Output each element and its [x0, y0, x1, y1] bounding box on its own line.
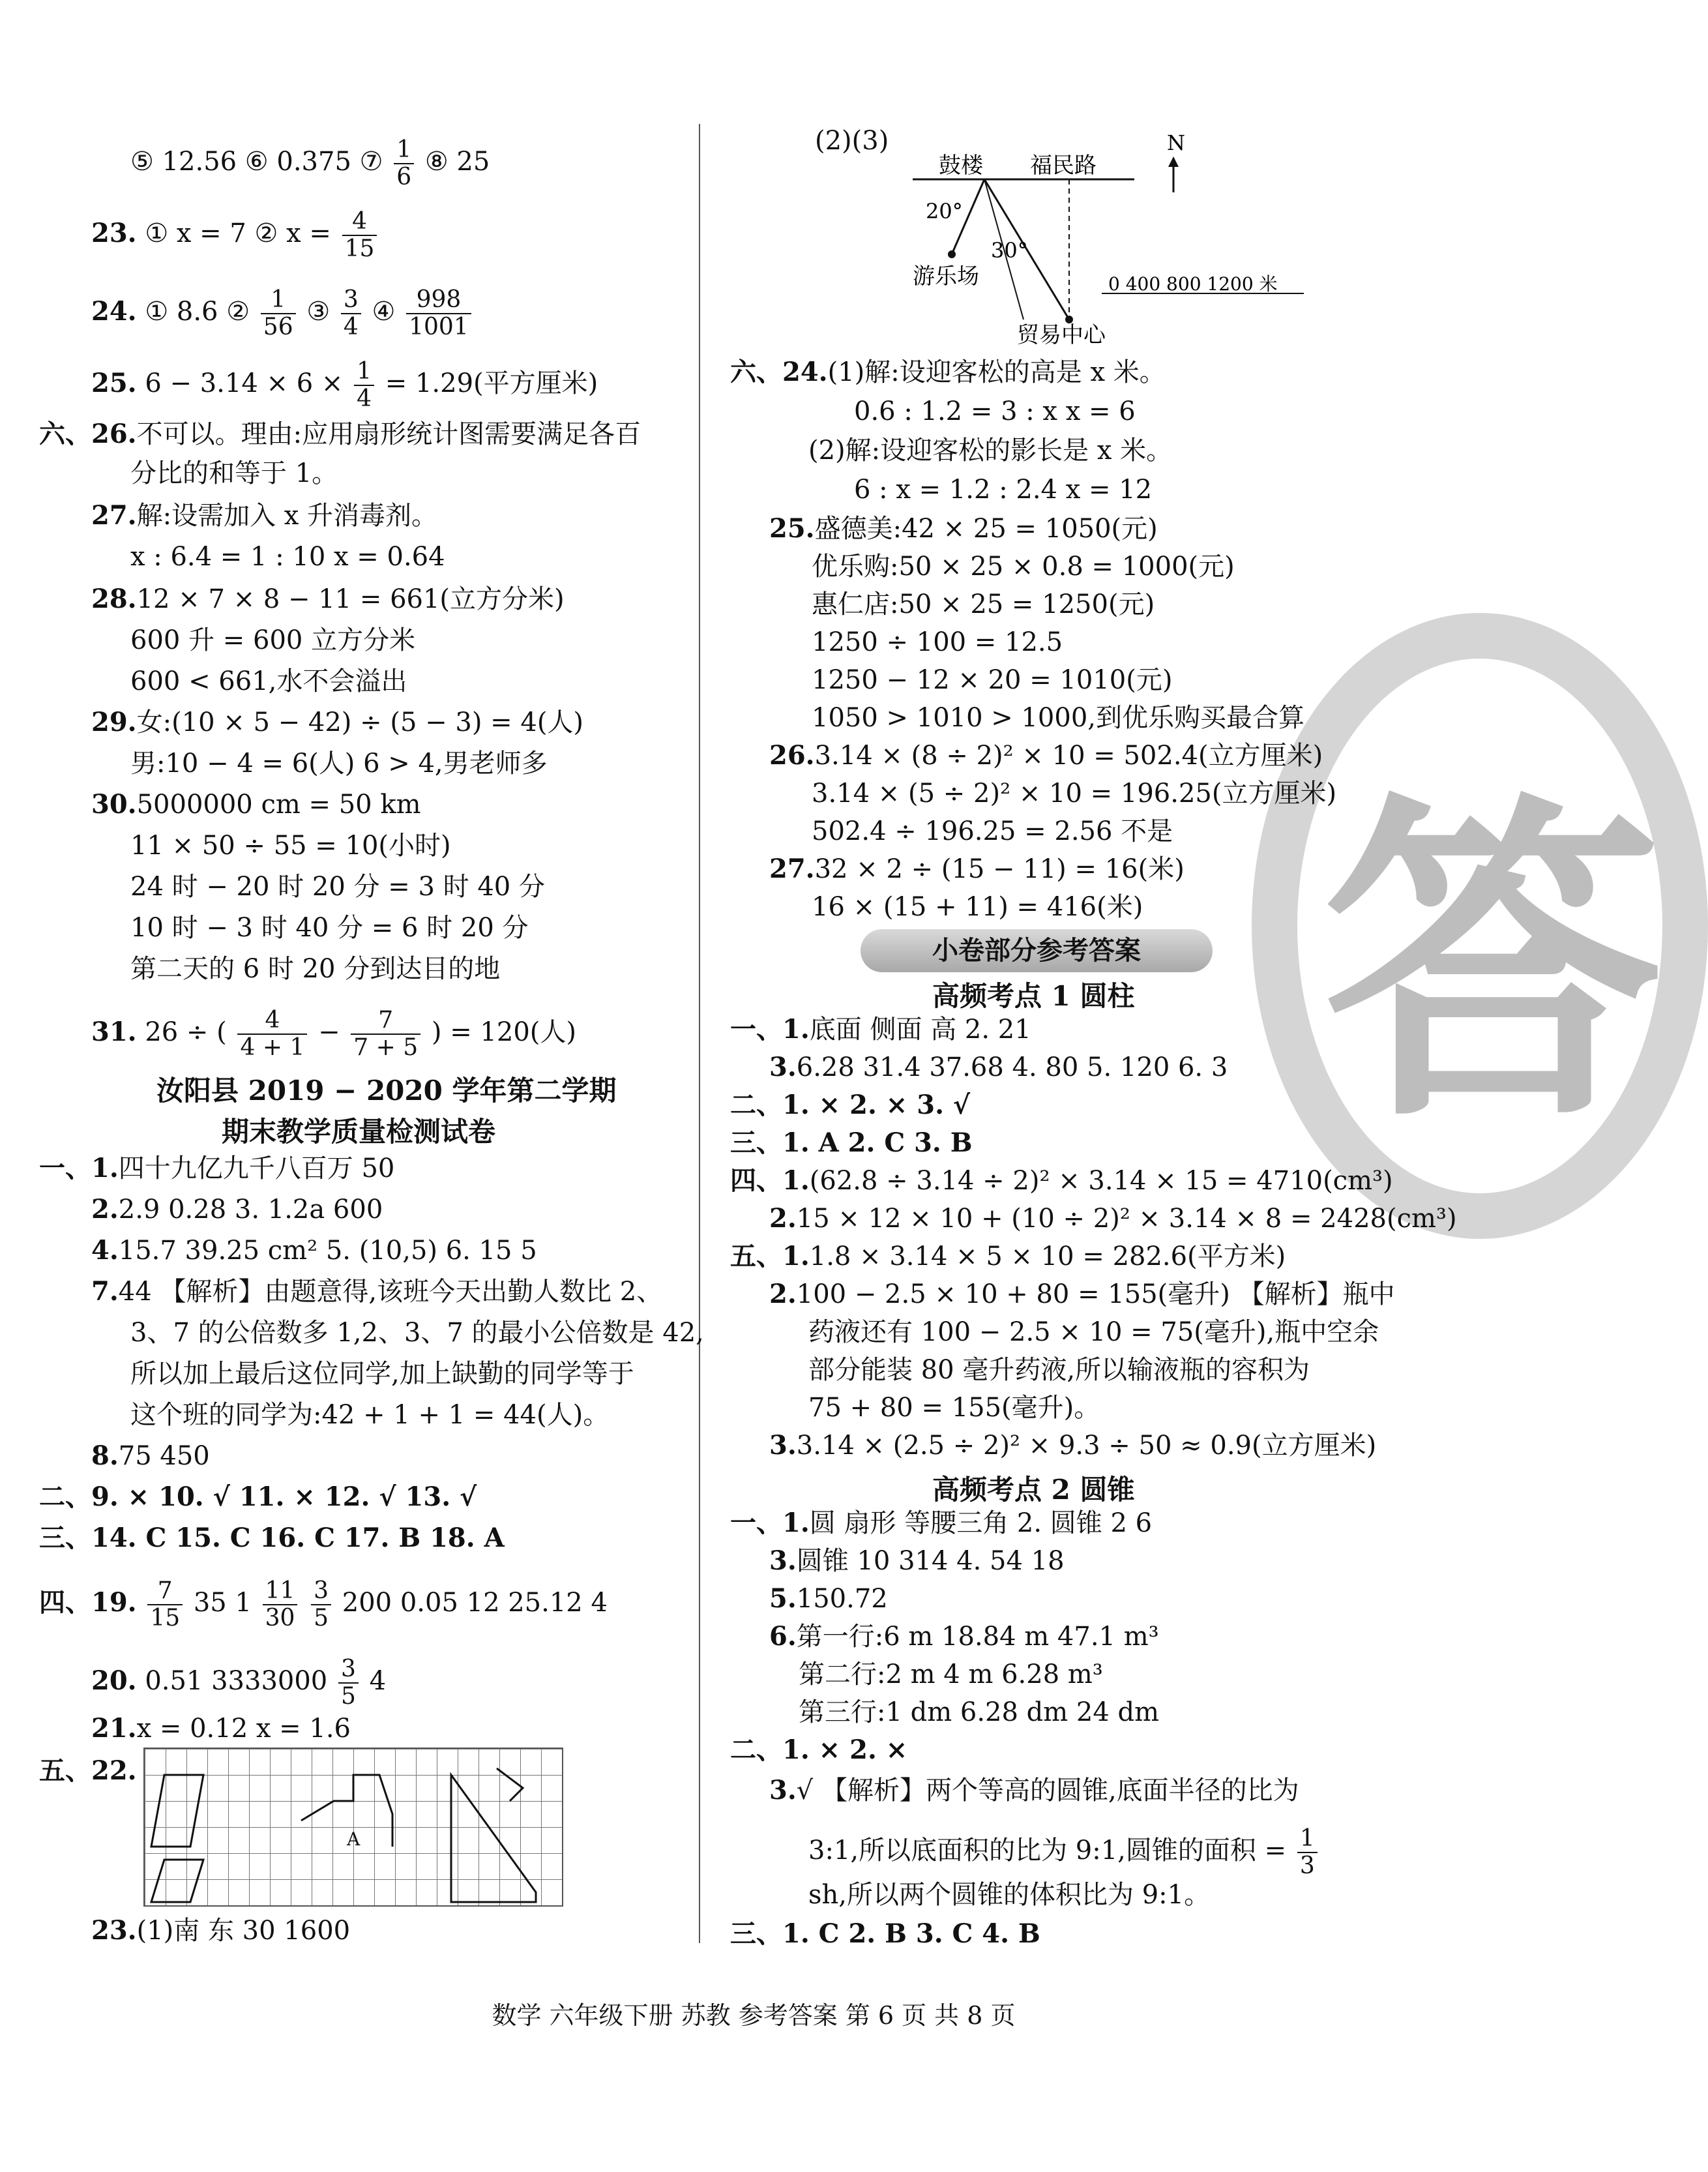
answer-s7-line3: 所以加上最后这位同学,加上缺勤的同学等于 — [130, 1359, 634, 1389]
item-number: 一、1. — [39, 1153, 119, 1183]
exam-title-line1: 汝阳县 2019 − 2020 学年第二学期 — [156, 1075, 617, 1107]
answer-r26-line2: 3.14 × (5 ÷ 2)² × 10 = 196.25(立方厘米) — [812, 779, 1337, 809]
answer-s8 — [91, 1439, 210, 1473]
gulou-label: 鼓楼 — [939, 153, 983, 179]
answer-r25-line6: 1050 > 1010 > 1000,到优乐购买最合算 — [812, 703, 1304, 733]
text: 3:1,所以底面积的比为 9:1,圆锥的面积 = — [808, 1836, 1287, 1866]
answer-29 — [91, 706, 583, 739]
item-number: 24. — [91, 296, 137, 327]
fraction — [147, 1578, 183, 1631]
item-number: 4. — [91, 1235, 119, 1266]
answer-30-line2: 11 × 50 ÷ 55 = 10(小时) — [130, 831, 451, 861]
item-number: 23. — [91, 1915, 137, 1946]
item-number: 四、1. — [730, 1165, 810, 1196]
text: 0.51 3333000 — [145, 1666, 328, 1696]
text: 不可以。理由:应用扇形统计图需要满足各百 — [136, 419, 641, 449]
answer-25 — [91, 359, 598, 412]
answer-s23 — [91, 1914, 350, 1948]
answer-s14: 三、14. C 15. C 16. C 17. B 18. A — [39, 1523, 505, 1553]
text: ① x = 7 ② x = — [145, 218, 331, 248]
answer-30-line3: 24 时 − 20 时 20 分 = 3 时 40 分 — [130, 872, 545, 902]
answer-26-line2: 分比的和等于 1。 — [130, 458, 338, 488]
text: (1)解:设迎客松的高是 x 米。 — [827, 357, 1166, 387]
fraction — [1297, 1826, 1318, 1879]
item-number: 25. — [91, 368, 137, 398]
item-number: 3. — [769, 1545, 797, 1576]
item-number: 六、26. — [39, 419, 137, 449]
answer-s7 — [91, 1275, 662, 1309]
fraction — [406, 287, 471, 340]
answer-a4: 二、1. × 2. × 3. √ — [730, 1090, 971, 1120]
item-number: 31. — [91, 1017, 137, 1047]
answer-26 — [39, 417, 641, 451]
triangle-figure — [451, 1775, 536, 1902]
grid-figures — [145, 1749, 562, 1905]
text: 女:(10 × 5 − 42) ÷ (5 − 3) = 4(人) — [136, 707, 584, 737]
denominator: 5 — [314, 1605, 329, 1631]
denominator: 15 — [150, 1605, 181, 1631]
text: 3.14 × (2.5 ÷ 2)² × 9.3 ÷ 50 ≈ 0.9(立方厘米) — [796, 1431, 1377, 1461]
grid-label-a: A — [347, 1828, 361, 1850]
numerator: 3 — [338, 1656, 359, 1684]
answer-a9 — [769, 1277, 1395, 1311]
answer-r24-line4: 6 : x = 1.2 : 2.4 x = 12 — [854, 475, 1153, 505]
item-number: 六、24. — [730, 357, 828, 387]
answer-28-line2: 600 升 = 600 立方分米 — [130, 625, 416, 655]
answer-s4 — [91, 1234, 537, 1268]
answer-s20 — [91, 1656, 386, 1710]
answer-a10 — [769, 1429, 1376, 1463]
text: 3.14 × (8 ÷ 2)² × 10 = 502.4(立方厘米) — [814, 741, 1323, 771]
north-label: N — [1167, 130, 1185, 155]
answer-b3 — [769, 1544, 1065, 1578]
answer-r27-line2: 16 × (15 + 11) = 416(米) — [812, 892, 1143, 922]
text: ) = 120(人) — [431, 1017, 576, 1047]
fraction — [338, 1656, 359, 1710]
answer-r26-line3: 502.4 ÷ 196.25 = 2.56 不是 — [812, 816, 1173, 846]
text: 1.8 × 3.14 × 5 × 10 = 282.6(平方米) — [809, 1242, 1286, 1272]
answer-r25 — [769, 512, 1158, 546]
answer-r23: (2)(3) — [815, 126, 889, 156]
item-number: 23. — [91, 218, 137, 248]
answer-29-line2: 男:10 − 4 = 6(人) 6 > 4,男老师多 — [130, 749, 548, 779]
text: 2.9 0.28 3. 1.2a 600 — [118, 1195, 383, 1225]
text: 6 − 3.14 × 6 × — [145, 368, 344, 398]
text: 32 × 2 ÷ (15 − 11) = 16(米) — [814, 854, 1185, 884]
text: 12 × 7 × 8 − 11 = 661(立方分米) — [136, 584, 565, 614]
item-number: 6. — [769, 1621, 797, 1652]
angle-30-label: 30° — [991, 238, 1028, 263]
answer-a9-line4: 75 + 80 = 155(毫升)。 — [808, 1393, 1100, 1423]
column-divider — [699, 124, 700, 1943]
fumin-road-label: 福民路 — [1030, 153, 1097, 179]
answer-b6-line2: 第二行:2 m 4 m 6.28 m³ — [799, 1659, 1103, 1689]
fraction — [394, 137, 414, 190]
denominator: 4 — [357, 385, 372, 412]
item-number: 27. — [769, 854, 815, 884]
numerator: 11 — [263, 1578, 298, 1605]
answer-a8 — [730, 1240, 1286, 1273]
text: 4 — [369, 1666, 387, 1696]
item-number: 四、19. — [39, 1587, 137, 1618]
answer-r25-line2: 优乐购:50 × 25 × 0.8 = 1000(元) — [812, 552, 1235, 582]
numerator: 1 — [354, 359, 374, 386]
answer-r24-line2: 0.6 : 1.2 = 3 : x x = 6 — [854, 396, 1136, 426]
answer-b8-line2 — [808, 1826, 1320, 1879]
answer-30 — [91, 788, 421, 822]
numerator: 1 — [261, 287, 296, 314]
text: 解:设需加入 x 升消毒剂。 — [136, 501, 438, 531]
item-number: 3. — [769, 1052, 797, 1082]
answer-a3 — [769, 1050, 1228, 1084]
answer-b6-line3: 第三行:1 dm 6.28 dm 24 dm — [799, 1697, 1160, 1727]
answer-r26 — [769, 739, 1323, 773]
denominator: 5 — [340, 1683, 356, 1710]
answer-24 — [91, 287, 474, 340]
fraction — [261, 287, 296, 340]
item-number: 26. — [769, 740, 815, 771]
text: 200 0.05 12 25.12 4 — [342, 1588, 608, 1618]
watermark-glyph: 答 — [1323, 767, 1662, 1162]
item-number: 3. — [769, 1775, 797, 1806]
item-number: 20. — [91, 1665, 137, 1696]
answer-r25-line5: 1250 − 12 × 20 = 1010(元) — [812, 665, 1173, 695]
answer-a9-line2: 药液还有 100 − 2.5 × 10 = 75(毫升),瓶中空余 — [808, 1317, 1379, 1347]
numerator: 7 — [351, 1007, 420, 1035]
text: 6.28 31.4 37.68 4. 80 5. 120 6. 3 — [796, 1052, 1228, 1082]
item-number: 一、1. — [730, 1014, 810, 1045]
answer-r24 — [730, 355, 1166, 389]
answer-27 — [91, 499, 437, 533]
answer-r25-line4: 1250 ÷ 100 = 12.5 — [812, 627, 1063, 657]
text: 15.7 39.25 cm² 5. (10,5) 6. 15 5 — [118, 1236, 537, 1266]
answer-31 — [91, 1007, 576, 1061]
topic-heading-2: 高频考点 2 圆锥 — [932, 1474, 1135, 1506]
fraction — [237, 1007, 307, 1061]
fraction — [342, 209, 377, 262]
answer-b7: 二、1. × 2. × — [730, 1734, 908, 1765]
answer-a1 — [730, 1013, 1031, 1047]
item-number: 30. — [91, 789, 137, 820]
answer-23 — [91, 209, 379, 262]
parallelogram-top — [151, 1775, 203, 1847]
map-svg — [913, 130, 1317, 346]
answer-r24-line3: (2)解:设迎客松的影长是 x 米。 — [808, 436, 1173, 466]
scale-label: 0 400 800 1200 米 — [1108, 273, 1278, 295]
text: 150.72 — [796, 1584, 888, 1614]
denominator: 30 — [265, 1605, 295, 1631]
numerator: 7 — [147, 1578, 183, 1605]
text: 35 1 — [193, 1588, 252, 1618]
fraction — [341, 287, 361, 340]
trade-center-label: 贸易中心 — [1017, 322, 1106, 348]
item-number: 2. — [769, 1279, 797, 1309]
item-number: 29. — [91, 707, 137, 737]
numerator: 998 — [406, 287, 471, 314]
answer-s1 — [39, 1152, 394, 1185]
denominator: 3 — [1299, 1852, 1315, 1879]
denominator: 1001 — [409, 314, 469, 340]
park-label: 游乐场 — [913, 263, 979, 290]
numerator: 1 — [394, 137, 414, 164]
text: 第一行:6 m 18.84 m 47.1 m³ — [796, 1622, 1159, 1652]
fraction — [351, 1007, 420, 1061]
item-number: 21. — [91, 1713, 137, 1744]
item-number: 五、1. — [730, 1241, 810, 1272]
answer-s19 — [39, 1578, 608, 1631]
text: 15 × 12 × 10 + (10 ÷ 2)² × 3.14 × 8 = 2428(cm³) — [796, 1204, 1457, 1234]
exam-title-line2: 期末教学质量检测试卷 — [222, 1116, 496, 1148]
fraction — [354, 359, 374, 412]
answer-s21 — [91, 1712, 351, 1746]
parallelogram-bottom — [151, 1860, 203, 1902]
denominator: 15 — [344, 235, 375, 262]
text: ③ — [306, 297, 331, 327]
answer-b9: 三、1. C 2. B 3. C 4. B — [730, 1918, 1040, 1949]
numerator: 3 — [311, 1578, 331, 1605]
item-number: 28. — [91, 584, 137, 614]
text: = 1.29(平方厘米) — [385, 368, 598, 398]
fraction — [263, 1578, 298, 1631]
answer-22-cont — [130, 137, 490, 190]
text: ① 8.6 ② — [145, 297, 250, 327]
answer-s7-line2: 3、7 的公倍数多 1,2、3、7 的最小公倍数是 42, — [130, 1318, 704, 1348]
text: (1)南 东 30 1600 — [136, 1916, 351, 1946]
text: x = 0.12 x = 1.6 — [136, 1714, 351, 1744]
text: 44 【解析】由题意得,该班今天出勤人数比 2、 — [118, 1277, 663, 1307]
answer-s7-line4: 这个班的同学为:42 + 1 + 1 = 44(人)。 — [130, 1400, 610, 1430]
answer-a5: 三、1. A 2. C 3. B — [730, 1127, 973, 1158]
item-number: 8. — [91, 1440, 119, 1471]
answer-a7 — [769, 1202, 1457, 1236]
numerator: 3 — [341, 287, 361, 314]
answer-r25-line3: 惠仁店:50 × 25 = 1250(元) — [812, 589, 1155, 619]
text: ⑧ 25 — [424, 147, 490, 177]
answer-s9: 二、9. × 10. √ 11. × 12. √ 13. √ — [39, 1481, 477, 1512]
answer-s2 — [91, 1193, 383, 1227]
answer-a9-line3: 部分能装 80 毫升药液,所以输液瓶的容积为 — [808, 1355, 1310, 1385]
text: 100 − 2.5 × 10 + 80 = 155(毫升) 【解析】瓶中 — [796, 1279, 1395, 1309]
denominator: 6 — [396, 164, 412, 190]
denominator: 4 — [343, 314, 359, 340]
text: 75 450 — [118, 1441, 210, 1471]
text: 圆 扇形 等腰三角 2. 圆锥 2 6 — [809, 1508, 1153, 1538]
item-number: 3. — [769, 1430, 797, 1461]
answer-28-line3: 600 < 661,水不会溢出 — [130, 666, 407, 696]
text: (62.8 ÷ 3.14 ÷ 2)² × 3.14 × 15 = 4710(cm³) — [809, 1166, 1393, 1196]
text: ④ — [372, 297, 396, 327]
answer-28 — [91, 582, 565, 616]
answer-b8-line3: sh,所以两个圆锥的体积比为 9:1。 — [808, 1880, 1211, 1910]
text: ⑤ 12.56 ⑥ 0.375 ⑦ — [130, 147, 383, 177]
answer-r27 — [769, 852, 1185, 886]
text: 26 ÷ ( — [145, 1017, 227, 1047]
numerator: 1 — [1297, 1826, 1318, 1853]
answer-b5 — [769, 1582, 888, 1616]
answer-30-line4: 10 时 − 3 时 40 分 = 6 时 20 分 — [130, 913, 529, 943]
small-figure — [497, 1768, 523, 1801]
item-number: 27. — [91, 500, 137, 531]
text: 5000000 cm = 50 km — [136, 790, 421, 820]
numerator: 4 — [237, 1007, 307, 1035]
answer-b6 — [769, 1620, 1159, 1654]
angle-20-label: 20° — [926, 199, 963, 224]
map-diagram — [913, 130, 1317, 346]
item-number: 2. — [91, 1194, 119, 1225]
item-number: 7. — [91, 1276, 119, 1307]
answer-27-line2: x : 6.4 = 1 : 10 x = 0.64 — [130, 542, 445, 572]
text: 四十九亿九千八百万 50 — [118, 1153, 395, 1183]
text: − — [318, 1017, 340, 1047]
item-number: 一、1. — [730, 1508, 810, 1538]
north-arrowhead — [1168, 156, 1179, 167]
text: 盛德美:42 × 25 = 1050(元) — [814, 514, 1158, 544]
item-number: 2. — [769, 1203, 797, 1234]
park-point — [948, 250, 956, 258]
section-banner: 小卷部分参考答案 — [861, 929, 1213, 972]
numerator: 4 — [342, 209, 377, 236]
answer-a6 — [730, 1164, 1393, 1198]
drawing-grid — [143, 1748, 563, 1907]
text: 底面 侧面 高 2. 21 — [809, 1015, 1031, 1045]
answer-30-line5: 第二天的 6 时 20 分到达目的地 — [130, 954, 501, 984]
text: √ 【解析】两个等高的圆锥,底面半径的比为 — [796, 1776, 1299, 1806]
item-number: 25. — [769, 513, 815, 544]
item-number: 5. — [769, 1583, 797, 1614]
denominator: 4 + 1 — [240, 1034, 305, 1061]
answer-b8 — [769, 1774, 1299, 1808]
answer-b1 — [730, 1506, 1152, 1540]
topic-heading-1: 高频考点 1 圆柱 — [932, 980, 1135, 1012]
fraction — [311, 1578, 331, 1631]
text: 圆锥 10 314 4. 54 18 — [796, 1546, 1065, 1576]
answer-s22: 五、22. — [39, 1755, 137, 1786]
denominator: 7 + 5 — [353, 1034, 419, 1061]
denominator: 56 — [263, 314, 293, 340]
page-footer: 数学 六年级下册 苏教 参考答案 第 6 页 共 8 页 — [492, 2001, 1016, 2030]
